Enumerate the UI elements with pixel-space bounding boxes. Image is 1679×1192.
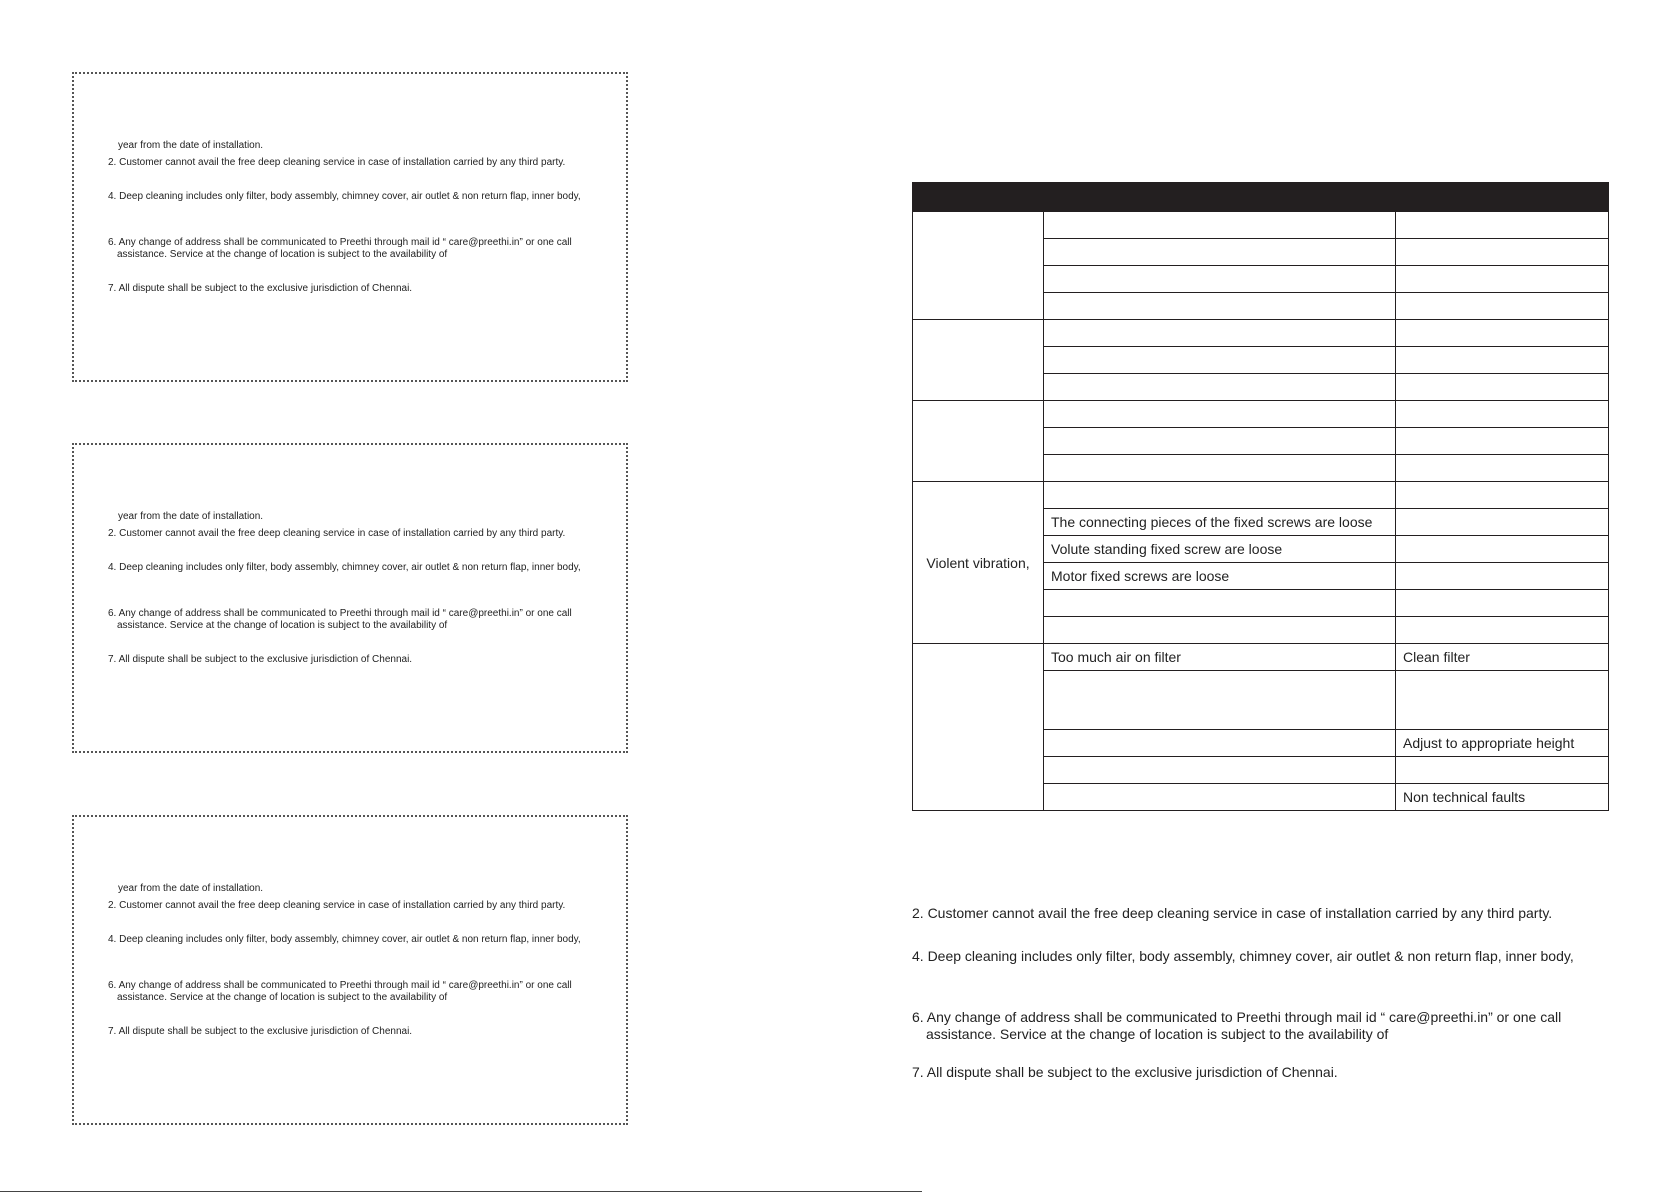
coupon-line-address-change-cont: assistance. Service at the change of location is subject to the availability of xyxy=(117,992,448,1003)
service-coupon-2 xyxy=(72,443,628,753)
cause-too-much-air-on-filter: Too much air on filter xyxy=(1044,644,1396,671)
note-jurisdiction: 7. All dispute shall be subject to the exclusive jurisdiction of Chennai. xyxy=(912,1064,1338,1080)
cause-cell xyxy=(1044,239,1396,266)
cause-cell xyxy=(1044,482,1396,509)
solution-cell xyxy=(1396,590,1609,617)
table-row xyxy=(913,320,1609,347)
cause-cell xyxy=(1044,374,1396,401)
coupon-line-address-change-cont: assistance. Service at the change of location is subject to the availability of xyxy=(117,620,448,631)
cause-cell xyxy=(1044,428,1396,455)
cause-cell xyxy=(1044,730,1396,757)
solution-cell xyxy=(1396,482,1609,509)
service-coupon-3 xyxy=(72,815,628,1125)
header-solution xyxy=(1396,183,1609,212)
coupon-line-address-change: 6. Any change of address shall be communicated to Preethi through mail id “ care@preethi.in” or one call xyxy=(108,980,572,991)
solution-non-technical-faults: Non technical faults xyxy=(1396,784,1609,811)
coupon-line-deep-cleaning: 4. Deep cleaning includes only filter, body assembly, chimney cover, air outlet & non return flap, inner body, xyxy=(108,562,581,573)
solution-adjust-height: Adjust to appropriate height xyxy=(1396,730,1609,757)
table-header-row xyxy=(913,183,1609,212)
coupon-line-jurisdiction: 7. All dispute shall be subject to the exclusive jurisdiction of Chennai. xyxy=(108,283,413,294)
cause-cell xyxy=(1044,320,1396,347)
note-third-party: 2. Customer cannot avail the free deep cleaning service in case of installation carried by any third party. xyxy=(912,905,1553,921)
symptom-cell xyxy=(913,644,1044,811)
cause-cell xyxy=(1044,757,1396,784)
note-address-change-cont: assistance. Service at the change of location is subject to the availability of xyxy=(926,1026,1389,1042)
coupon-line-installation-year: year from the date of installation. xyxy=(118,140,264,151)
solution-cell xyxy=(1396,536,1609,563)
table-row xyxy=(913,212,1609,239)
solution-cell xyxy=(1396,239,1609,266)
coupon-line-jurisdiction: 7. All dispute shall be subject to the exclusive jurisdiction of Chennai. xyxy=(108,1026,413,1037)
solution-cell xyxy=(1396,266,1609,293)
solution-cell xyxy=(1396,617,1609,644)
solution-cell xyxy=(1396,347,1609,374)
cause-cell xyxy=(1044,266,1396,293)
symptom-cell xyxy=(913,401,1044,482)
solution-cell xyxy=(1396,509,1609,536)
symptom-violent-vibration: Violent vibration, xyxy=(913,482,1044,644)
coupon-line-third-party: 2. Customer cannot avail the free deep cleaning service in case of installation carried by any third party. xyxy=(108,157,566,168)
solution-cell xyxy=(1396,428,1609,455)
note-deep-cleaning: 4. Deep cleaning includes only filter, body assembly, chimney cover, air outlet & non return flap, inner body, xyxy=(912,948,1574,964)
solution-cell xyxy=(1396,757,1609,784)
header-cause xyxy=(1044,183,1396,212)
coupon-line-deep-cleaning: 4. Deep cleaning includes only filter, body assembly, chimney cover, air outlet & non return flap, inner body, xyxy=(108,934,581,945)
solution-cell xyxy=(1396,293,1609,320)
solution-cell xyxy=(1396,212,1609,239)
solution-cell xyxy=(1396,374,1609,401)
cause-cell xyxy=(1044,401,1396,428)
coupon-line-installation-year: year from the date of installation. xyxy=(118,883,264,894)
cause-loose-volute-screw: Volute standing fixed screw are loose xyxy=(1044,536,1396,563)
solution-cell xyxy=(1396,401,1609,428)
table-row xyxy=(913,644,1609,671)
cause-cell xyxy=(1044,455,1396,482)
cause-cell xyxy=(1044,784,1396,811)
coupon-line-jurisdiction: 7. All dispute shall be subject to the exclusive jurisdiction of Chennai. xyxy=(108,654,413,665)
cause-cell xyxy=(1044,293,1396,320)
solution-cell xyxy=(1396,563,1609,590)
troubleshooting-table xyxy=(912,182,1609,811)
note-address-change: 6. Any change of address shall be communicated to Preethi through mail id “ care@preethi.in” or one call xyxy=(912,1009,1562,1025)
service-coupon-1 xyxy=(72,72,628,382)
cause-loose-motor-screws: Motor fixed screws are loose xyxy=(1044,563,1396,590)
solution-clean-filter: Clean filter xyxy=(1396,644,1609,671)
cause-cell xyxy=(1044,617,1396,644)
coupon-line-installation-year: year from the date of installation. xyxy=(118,511,264,522)
cause-loose-connecting-pieces: The connecting pieces of the fixed screws are loose xyxy=(1044,509,1396,536)
coupon-line-deep-cleaning: 4. Deep cleaning includes only filter, body assembly, chimney cover, air outlet & non return flap, inner body, xyxy=(108,191,581,202)
header-symptom xyxy=(913,183,1044,212)
table-row xyxy=(913,401,1609,428)
coupon-line-third-party: 2. Customer cannot avail the free deep cleaning service in case of installation carried by any third party. xyxy=(108,900,566,911)
solution-cell xyxy=(1396,455,1609,482)
symptom-cell xyxy=(913,320,1044,401)
symptom-cell xyxy=(913,212,1044,320)
coupon-line-address-change: 6. Any change of address shall be communicated to Preethi through mail id “ care@preethi.in” or one call xyxy=(108,608,572,619)
coupon-line-third-party: 2. Customer cannot avail the free deep cleaning service in case of installation carried by any third party. xyxy=(108,528,566,539)
table-row xyxy=(913,482,1609,509)
cause-cell xyxy=(1044,212,1396,239)
solution-cell xyxy=(1396,671,1609,730)
solution-cell xyxy=(1396,320,1609,347)
cause-cell xyxy=(1044,347,1396,374)
coupon-line-address-change: 6. Any change of address shall be communicated to Preethi through mail id “ care@preethi.in” or one call xyxy=(108,237,572,248)
cause-cell xyxy=(1044,671,1396,730)
cause-cell xyxy=(1044,590,1396,617)
coupon-line-address-change-cont: assistance. Service at the change of location is subject to the availability of xyxy=(117,249,448,260)
